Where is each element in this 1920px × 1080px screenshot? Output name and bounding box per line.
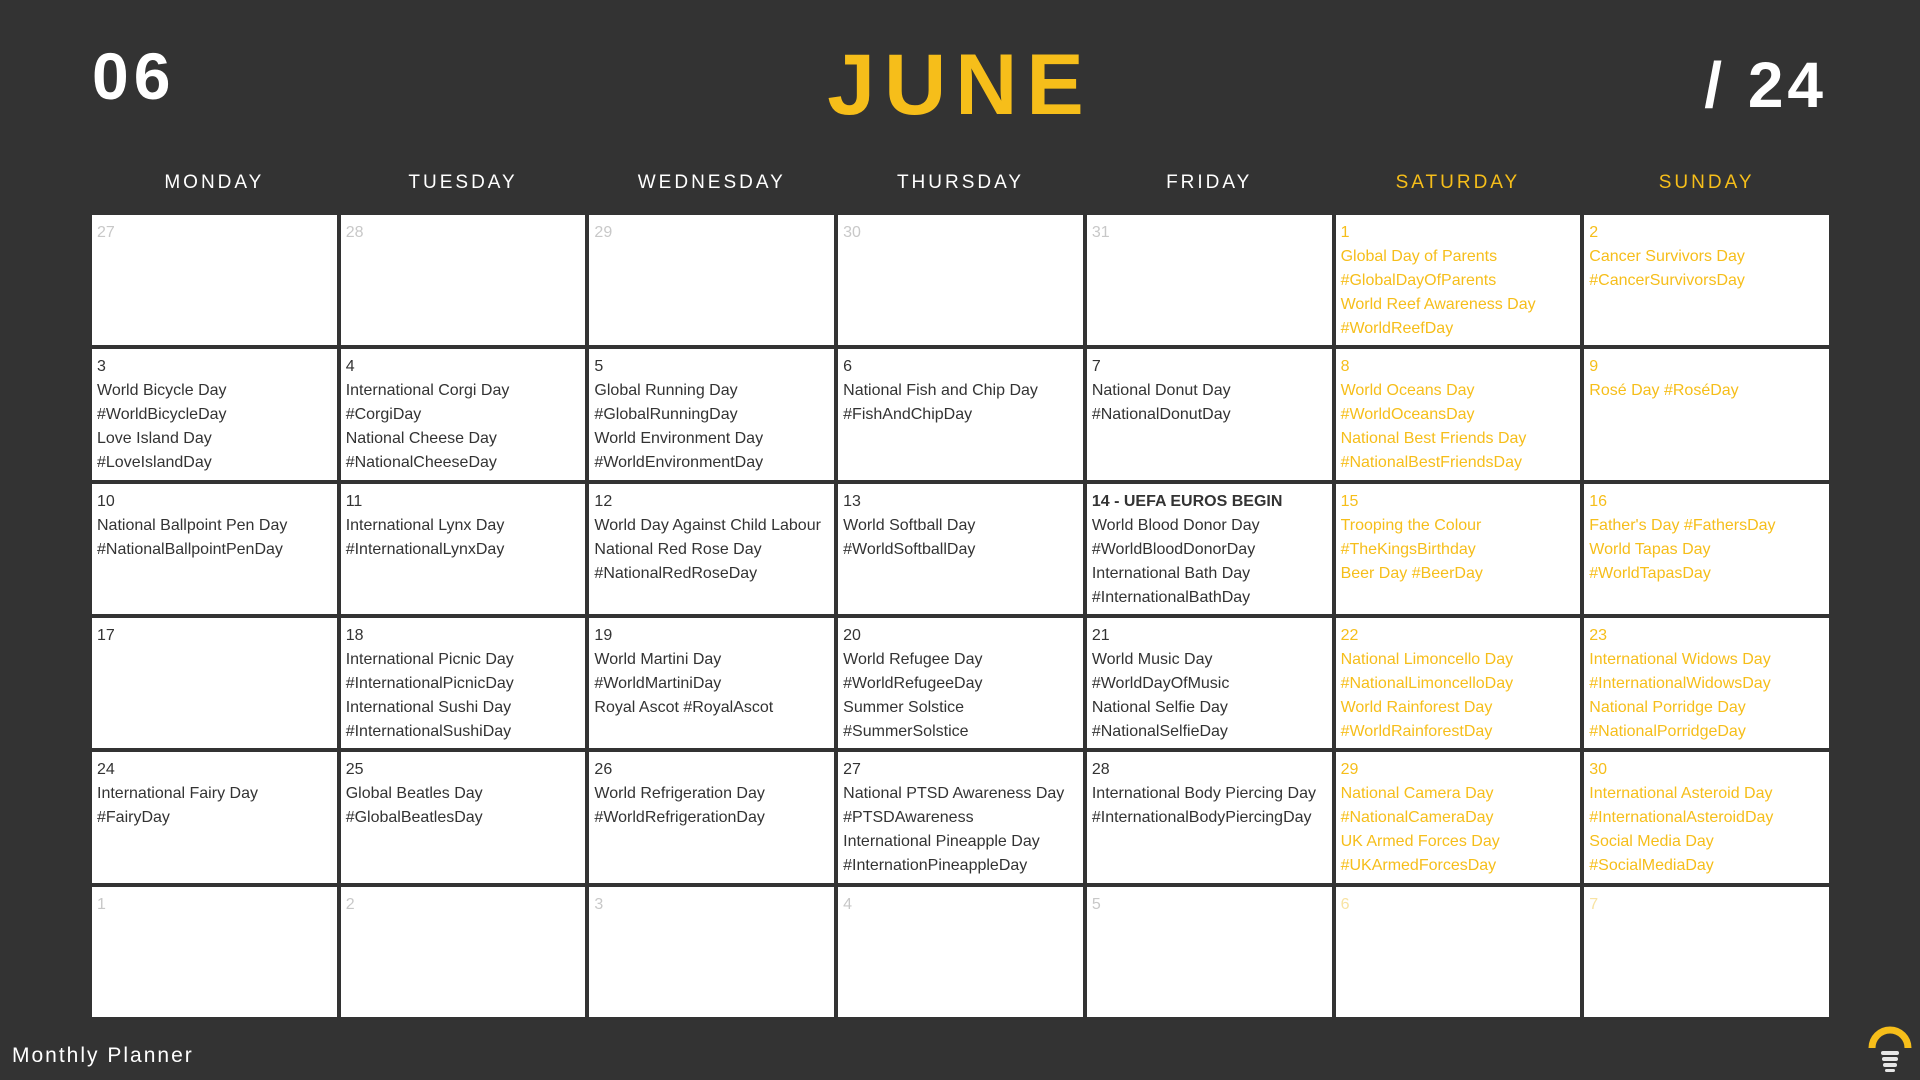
weekday-thursday: THURSDAY bbox=[896, 172, 1025, 193]
day-number: 5 bbox=[594, 358, 604, 376]
event-item: #CancerSurvivorsDay bbox=[1589, 272, 1745, 289]
event-item: #NationalBallpointPenDay bbox=[97, 540, 283, 558]
event-item: #InternationPineappleDay bbox=[843, 857, 1028, 875]
event-item: National Ballpoint Pen Day bbox=[97, 516, 288, 534]
event-item: #GlobalRunningDay bbox=[594, 406, 738, 424]
weekday-sunday: SUNDAY bbox=[1658, 172, 1755, 193]
event-item: Global Beatles Day bbox=[345, 785, 483, 803]
calendar-day-cell[interactable] bbox=[1336, 215, 1581, 345]
event-item: National Best Friends Day bbox=[1340, 430, 1527, 448]
calendar-day-cell[interactable] bbox=[838, 215, 1083, 345]
day-number: 4 bbox=[345, 358, 355, 376]
event-item: International Asteroid Day bbox=[1589, 785, 1773, 803]
event-item: #WorldEnvironmentDay bbox=[594, 454, 764, 472]
calendar-day-cell[interactable] bbox=[589, 887, 834, 1017]
event-item: World Refrigeration Day bbox=[594, 785, 765, 803]
event-list bbox=[843, 514, 1078, 562]
day-number: 10 bbox=[97, 492, 115, 510]
footer-label: Monthly Planner bbox=[12, 1044, 194, 1067]
event-item: International Bath Day bbox=[1091, 564, 1251, 582]
calendar-day-cell[interactable] bbox=[1087, 215, 1332, 345]
calendar-day-cell[interactable] bbox=[838, 484, 1083, 614]
calendar-day-cell[interactable] bbox=[92, 752, 337, 882]
day-number: 2 bbox=[1589, 224, 1599, 241]
calendar-day-cell[interactable] bbox=[1336, 887, 1581, 1017]
event-item: #FishAndChipDay bbox=[843, 406, 973, 424]
calendar-day-cell[interactable] bbox=[341, 752, 586, 882]
event-item: #NationalCheeseDay bbox=[345, 454, 497, 472]
month-number: 06 bbox=[92, 39, 176, 113]
event-item: #WorldOceansDay bbox=[1340, 406, 1475, 424]
event-item: World Rainforest Day bbox=[1340, 698, 1493, 716]
event-item: World Blood Donor Day bbox=[1091, 516, 1260, 534]
event-item: Father's Day #FathersDay bbox=[1589, 516, 1776, 534]
calendar-day-cell[interactable] bbox=[1584, 752, 1829, 882]
event-list bbox=[1341, 379, 1576, 475]
calendar-day-cell[interactable] bbox=[589, 752, 834, 882]
calendar-day-cell[interactable] bbox=[92, 618, 337, 748]
calendar-day-cell[interactable] bbox=[589, 215, 834, 345]
day-number: 29 bbox=[1340, 761, 1359, 779]
day-number: 6 bbox=[1340, 895, 1350, 913]
event-item: National Limoncello Day bbox=[1340, 650, 1514, 668]
event-item: UK Armed Forces Day bbox=[1340, 833, 1500, 851]
event-item: International Corgi Day bbox=[345, 382, 510, 400]
day-number: 22 bbox=[1340, 626, 1359, 644]
event-item: International Widows Day bbox=[1589, 650, 1771, 668]
event-list bbox=[1092, 379, 1327, 427]
calendar-day-cell[interactable] bbox=[589, 349, 834, 479]
event-item: World Softball Day bbox=[843, 516, 976, 534]
weekday-monday: MONDAY bbox=[164, 172, 265, 193]
calendar-day-cell[interactable] bbox=[1087, 349, 1332, 479]
calendar-day-cell[interactable] bbox=[1336, 752, 1581, 882]
event-item: World Tapas Day bbox=[1589, 540, 1711, 558]
event-item: #WorldSoftballDay bbox=[843, 540, 976, 558]
calendar-day-cell[interactable] bbox=[1584, 618, 1829, 748]
day-number: 30 bbox=[843, 224, 861, 241]
event-item: Summer Solstice bbox=[843, 698, 965, 716]
day-number: 14 - UEFA EUROS BEGIN bbox=[1091, 492, 1283, 510]
day-number: 9 bbox=[1589, 358, 1599, 376]
event-list bbox=[346, 782, 581, 830]
calendar-day-cell[interactable] bbox=[92, 887, 337, 1017]
event-item: #InternationalBathDay bbox=[1091, 588, 1251, 606]
event-item: International Sushi Day bbox=[345, 698, 512, 716]
event-list bbox=[1341, 782, 1576, 878]
calendar-day-cell[interactable] bbox=[341, 484, 586, 614]
event-list bbox=[843, 379, 1078, 427]
event-item: Trooping the Colour bbox=[1340, 516, 1482, 534]
calendar-day-cell[interactable] bbox=[1336, 618, 1581, 748]
event-list bbox=[594, 782, 829, 830]
event-item: #LoveIslandDay bbox=[97, 454, 212, 472]
day-number: 3 bbox=[97, 358, 106, 376]
day-number: 26 bbox=[594, 761, 613, 779]
event-item: National Donut Day bbox=[1091, 382, 1231, 400]
day-number: 29 bbox=[594, 224, 613, 241]
calendar-day-cell[interactable] bbox=[1584, 349, 1829, 479]
day-number: 30 bbox=[1589, 761, 1608, 779]
event-item: #WorldDayOfMusic bbox=[1091, 674, 1230, 692]
event-item: #WorldBloodDonorDay bbox=[1091, 540, 1256, 558]
event-item: #SocialMediaDay bbox=[1589, 857, 1714, 875]
event-item: #WorldBicycleDay bbox=[97, 406, 227, 424]
event-item: #NationalCameraDay bbox=[1340, 809, 1494, 827]
day-number: 13 bbox=[843, 492, 861, 510]
event-list bbox=[1589, 379, 1824, 403]
event-item: National Red Rose Day bbox=[594, 540, 762, 558]
event-item: #InternationalWidowsDay bbox=[1589, 674, 1771, 692]
event-item: Social Media Day bbox=[1589, 833, 1714, 851]
event-item: #WorldReefDay bbox=[1340, 320, 1454, 337]
event-item: #InternationalAsteroidDay bbox=[1589, 809, 1774, 827]
event-list bbox=[97, 782, 332, 830]
event-list bbox=[1092, 648, 1327, 744]
event-item: Royal Ascot #RoyalAscot bbox=[594, 698, 774, 716]
day-number: 28 bbox=[1091, 761, 1110, 779]
event-item: #NationalLimoncelloDay bbox=[1340, 674, 1514, 692]
event-item: International Fairy Day bbox=[97, 785, 258, 803]
calendar-day-cell[interactable] bbox=[1087, 752, 1332, 882]
calendar-day-cell[interactable] bbox=[589, 618, 834, 748]
event-item: World Music Day bbox=[1091, 650, 1213, 668]
event-list bbox=[1589, 245, 1824, 293]
day-number: 12 bbox=[594, 492, 613, 510]
calendar-day-cell[interactable] bbox=[341, 887, 586, 1017]
event-item: #GlobalDayOfParents bbox=[1340, 272, 1497, 289]
day-number: 16 bbox=[1589, 492, 1608, 510]
day-number: 21 bbox=[1091, 626, 1110, 644]
weekday-wednesday: WEDNESDAY bbox=[637, 172, 786, 193]
calendar-day-cell[interactable] bbox=[1087, 887, 1332, 1017]
calendar-day-cell[interactable] bbox=[1584, 484, 1829, 614]
day-number: 31 bbox=[1091, 224, 1110, 241]
calendar-day-cell[interactable] bbox=[838, 618, 1083, 748]
day-number: 6 bbox=[843, 358, 853, 376]
calendar-day-cell[interactable] bbox=[1336, 349, 1581, 479]
calendar-day-cell[interactable] bbox=[92, 349, 337, 479]
month-title: JUNE bbox=[827, 37, 1093, 133]
weekday-saturday: SATURDAY bbox=[1395, 172, 1521, 193]
day-number: 7 bbox=[1589, 895, 1599, 913]
event-item: #WorldTapasDay bbox=[1589, 564, 1711, 582]
event-item: Beer Day #BeerDay bbox=[1340, 564, 1483, 582]
event-list bbox=[843, 648, 1078, 744]
day-number: 1 bbox=[1340, 224, 1350, 241]
lightbulb-logo-icon bbox=[1866, 1024, 1914, 1074]
event-item: World Martini Day bbox=[594, 650, 722, 668]
event-item: National Cheese Day bbox=[345, 430, 497, 448]
day-number: 27 bbox=[843, 761, 861, 779]
event-item: International Pineapple Day bbox=[843, 833, 1040, 851]
calendar-day-cell[interactable] bbox=[1087, 618, 1332, 748]
calendar-day-cell[interactable] bbox=[341, 215, 586, 345]
event-list bbox=[1589, 782, 1824, 878]
event-list bbox=[1341, 514, 1576, 586]
event-item: #FairyDay bbox=[97, 809, 170, 827]
event-item: National Selfie Day bbox=[1091, 698, 1228, 716]
calendar-day-cell[interactable] bbox=[92, 484, 337, 614]
event-list bbox=[1341, 648, 1576, 744]
event-list bbox=[97, 514, 332, 562]
day-number: 17 bbox=[97, 626, 115, 644]
weekday-header-row bbox=[92, 172, 1829, 194]
day-number: 24 bbox=[97, 761, 115, 779]
calendar-day-cell[interactable] bbox=[589, 484, 834, 614]
day-number: 23 bbox=[1589, 626, 1608, 644]
calendar-day-cell[interactable] bbox=[1584, 887, 1829, 1017]
event-list bbox=[97, 379, 332, 475]
event-item: #WorldRefrigerationDay bbox=[594, 809, 765, 827]
event-item: Rosé Day #RoséDay bbox=[1589, 382, 1739, 400]
event-list bbox=[843, 782, 1078, 878]
day-number: 1 bbox=[97, 895, 106, 913]
calendar-day-cell[interactable] bbox=[838, 752, 1083, 882]
event-list bbox=[594, 514, 829, 586]
event-item: International Picnic Day bbox=[345, 650, 514, 668]
event-item: #InternationalSushiDay bbox=[345, 722, 512, 740]
event-item: #TheKingsBirthday bbox=[1340, 540, 1476, 558]
event-item: #InternationalPicnicDay bbox=[345, 674, 514, 692]
event-list bbox=[1092, 782, 1327, 830]
day-number: 28 bbox=[345, 224, 364, 241]
day-number: 25 bbox=[345, 761, 364, 779]
event-item: National Camera Day bbox=[1340, 785, 1494, 803]
event-item: #UKArmedForcesDay bbox=[1340, 857, 1497, 875]
event-item: #InternationalBodyPiercingDay bbox=[1091, 809, 1312, 827]
event-item: #NationalSelfieDay bbox=[1091, 722, 1228, 740]
event-list bbox=[346, 514, 581, 562]
calendar-day-cell[interactable] bbox=[1584, 215, 1829, 345]
event-item: World Oceans Day bbox=[1340, 382, 1475, 400]
calendar-day-cell[interactable] bbox=[1087, 484, 1332, 614]
event-item: World Environment Day bbox=[594, 430, 764, 448]
day-number: 5 bbox=[1091, 895, 1101, 913]
weekday-friday: FRIDAY bbox=[1166, 172, 1253, 193]
calendar-day-cell[interactable] bbox=[1336, 484, 1581, 614]
day-number: 19 bbox=[594, 626, 613, 644]
day-number: 18 bbox=[345, 626, 364, 644]
calendar-day-cell[interactable] bbox=[341, 618, 586, 748]
event-item: #CorgiDay bbox=[345, 406, 422, 424]
event-list bbox=[1589, 648, 1824, 744]
day-number: 3 bbox=[594, 895, 604, 913]
event-item: World Bicycle Day bbox=[97, 382, 227, 400]
event-list bbox=[594, 379, 829, 475]
event-item: Cancer Survivors Day bbox=[1589, 248, 1745, 265]
event-item: Global Day of Parents bbox=[1340, 248, 1498, 265]
event-list bbox=[346, 648, 581, 744]
event-list bbox=[346, 379, 581, 475]
event-item: International Body Piercing Day bbox=[1091, 785, 1316, 803]
event-item: #PTSDAwareness bbox=[843, 809, 974, 827]
event-item: World Reef Awareness Day bbox=[1340, 296, 1536, 313]
day-number: 20 bbox=[843, 626, 861, 644]
event-item: #InternationalLynxDay bbox=[345, 540, 505, 558]
calendar-grid bbox=[92, 215, 1829, 1017]
calendar-day-cell[interactable] bbox=[341, 349, 586, 479]
event-item: Love Island Day bbox=[97, 430, 212, 448]
event-item: #SummerSolstice bbox=[843, 722, 969, 740]
event-item: #NationalBestFriendsDay bbox=[1340, 454, 1522, 472]
calendar-day-cell[interactable] bbox=[92, 215, 337, 345]
event-item: National Fish and Chip Day bbox=[843, 382, 1038, 400]
event-item: National PTSD Awareness Day bbox=[843, 785, 1065, 803]
event-item: #WorldMartiniDay bbox=[594, 674, 722, 692]
day-number: 27 bbox=[97, 224, 115, 241]
weekday-tuesday: TUESDAY bbox=[408, 172, 518, 193]
day-number: 11 bbox=[345, 492, 363, 510]
event-list bbox=[1092, 514, 1327, 610]
day-number: 7 bbox=[1091, 358, 1101, 376]
day-number: 2 bbox=[345, 895, 355, 913]
event-item: #GlobalBeatlesDay bbox=[345, 809, 483, 827]
event-list bbox=[1589, 514, 1824, 586]
event-item: National Porridge Day bbox=[1589, 698, 1746, 716]
event-item: #NationalRedRoseDay bbox=[594, 564, 758, 582]
calendar-day-cell[interactable] bbox=[838, 887, 1083, 1017]
event-item: #NationalPorridgeDay bbox=[1589, 722, 1746, 740]
event-item: Global Running Day bbox=[594, 382, 738, 400]
event-item: #WorldRefugeeDay bbox=[843, 674, 983, 692]
day-number: 4 bbox=[843, 895, 853, 913]
event-item: International Lynx Day bbox=[345, 516, 505, 534]
event-item: #WorldRainforestDay bbox=[1340, 722, 1493, 740]
event-list bbox=[1341, 245, 1576, 341]
calendar-day-cell[interactable] bbox=[838, 349, 1083, 479]
event-item: #NationalDonutDay bbox=[1091, 406, 1231, 424]
year-label: / 24 bbox=[1704, 49, 1827, 121]
event-list bbox=[594, 648, 829, 720]
day-number: 8 bbox=[1340, 358, 1350, 376]
day-number: 15 bbox=[1340, 492, 1359, 510]
event-item: World Refugee Day bbox=[843, 650, 983, 668]
event-item: World Day Against Child Labour bbox=[594, 516, 821, 534]
